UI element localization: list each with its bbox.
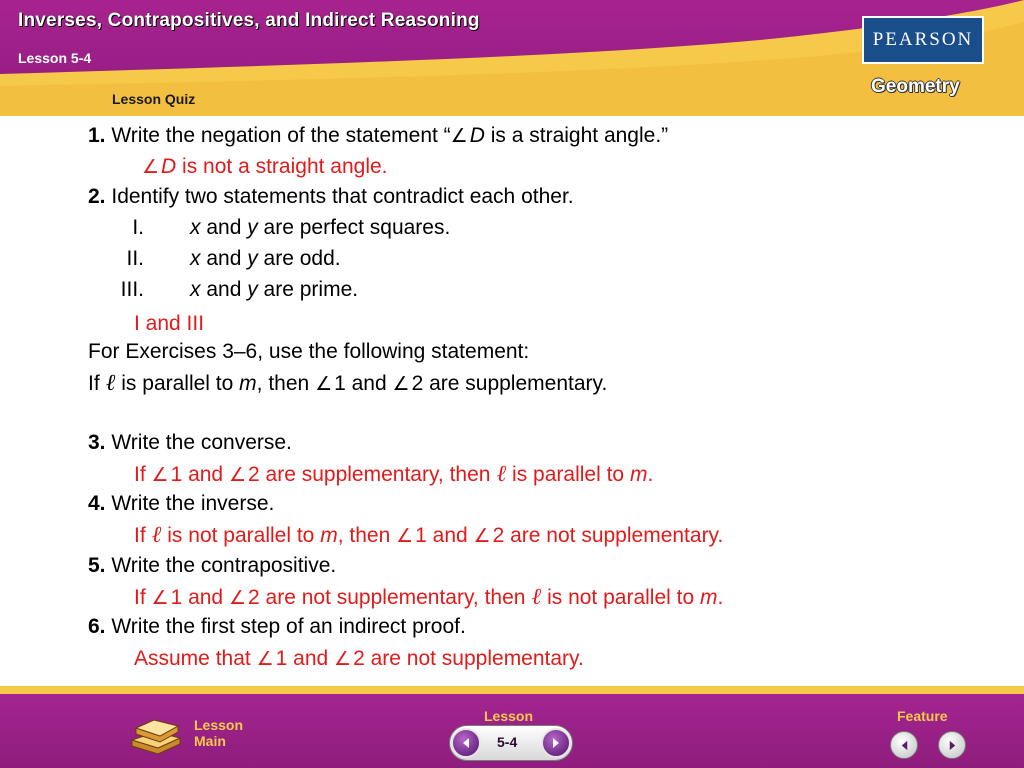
script-l-icon: ℓ <box>105 370 116 396</box>
question-number: 6. <box>88 615 106 638</box>
script-l-icon: ℓ <box>496 461 507 487</box>
quiz-content <box>0 116 1024 686</box>
text: If <box>88 372 100 395</box>
angle-icon: ∠ <box>315 373 333 395</box>
text: 1 and <box>415 524 468 547</box>
angle-icon: ∠ <box>151 464 169 486</box>
left-arrow-icon <box>460 737 472 749</box>
text: 2 are supplementary, then <box>248 463 491 486</box>
angle-variable: D <box>161 155 177 178</box>
lesson-next-button[interactable] <box>541 728 571 758</box>
question-2 <box>88 184 574 210</box>
question-6 <box>88 614 466 640</box>
text: 1 and <box>334 372 387 395</box>
left-arrow-icon <box>899 740 910 751</box>
answer-3 <box>134 461 653 488</box>
question-text: is a straight angle.” <box>484 124 669 147</box>
text: 2 are not supplementary, then <box>248 586 526 609</box>
feature-prev-button[interactable] <box>890 731 918 759</box>
script-l-icon: ℓ <box>531 584 542 610</box>
question-3 <box>88 430 292 456</box>
lesson-main-label-line2: Main <box>194 733 226 749</box>
roman-numeral: I. <box>132 216 144 239</box>
question-number: 2. <box>88 185 106 208</box>
text: . <box>717 586 724 609</box>
lesson-quiz-label: Lesson Quiz <box>112 91 196 107</box>
text: 1 and <box>275 647 329 670</box>
text: 1 and <box>170 586 224 609</box>
right-arrow-icon <box>550 737 562 749</box>
question-5 <box>88 553 336 579</box>
angle-icon: ∠ <box>228 464 247 486</box>
pearson-logo: PEARSON <box>862 16 984 64</box>
question-number: 1. <box>88 124 106 147</box>
question-text: Identify two statements that contradict each other. <box>111 185 574 208</box>
exercise-intro: For Exercises 3–6, use the following statement: <box>88 340 530 363</box>
text: If <box>134 524 146 547</box>
angle-variable: D <box>469 124 485 147</box>
text: is not parallel to <box>547 586 695 609</box>
variable: x <box>190 247 201 270</box>
text: is parallel to <box>121 372 234 395</box>
text: 1 and <box>170 463 224 486</box>
header-bar <box>0 0 1024 116</box>
angle-icon: ∠ <box>396 525 414 547</box>
angle-icon: ∠ <box>450 125 468 147</box>
answer-6 <box>134 646 584 672</box>
angle-icon: ∠ <box>228 587 247 609</box>
lesson-number: Lesson 5-4 <box>18 50 92 66</box>
book-stack-icon[interactable] <box>128 714 184 754</box>
variable: y <box>247 216 258 239</box>
feature-next-button[interactable] <box>938 731 966 759</box>
angle-icon: ∠ <box>334 648 352 670</box>
text: , then <box>256 372 310 395</box>
angle-icon: ∠ <box>392 373 410 395</box>
question-text: Write the contrapositive. <box>111 554 337 577</box>
variable: m <box>700 586 718 609</box>
question-number: 3. <box>88 431 106 454</box>
text: are perfect squares. <box>257 216 451 239</box>
angle-icon: ∠ <box>151 587 169 609</box>
question-text: Write the first step of an indirect proof. <box>111 615 466 638</box>
variable: x <box>190 278 201 301</box>
answer-4 <box>134 522 723 549</box>
lesson-code: 5-4 <box>497 734 518 750</box>
text: , then <box>337 524 391 547</box>
right-arrow-icon <box>947 740 958 751</box>
variable: m <box>629 463 648 486</box>
geometry-subject-label: Geometry <box>871 76 960 97</box>
text: Assume that <box>134 647 251 670</box>
text: are odd. <box>257 247 341 270</box>
lesson-main-link[interactable] <box>194 717 243 749</box>
lesson-nav-label: Lesson <box>484 708 534 724</box>
variable: y <box>247 278 258 301</box>
answer-2: I and III <box>134 312 205 335</box>
variable: x <box>190 216 201 239</box>
text: If <box>134 463 146 486</box>
question-text: Write the converse. <box>111 431 292 454</box>
text: 2 are not supplementary. <box>492 524 724 547</box>
script-l-icon: ℓ <box>151 522 162 548</box>
text: and <box>200 216 248 239</box>
question-1 <box>88 123 668 149</box>
lesson-main-label-line1: Lesson <box>194 717 244 733</box>
lesson-prev-button[interactable] <box>451 728 481 758</box>
roman-numeral: II. <box>126 247 144 270</box>
question-number: 5. <box>88 554 106 577</box>
roman-numeral: III. <box>120 278 144 301</box>
feature-nav-label: Feature <box>897 708 948 724</box>
text: . <box>647 463 654 486</box>
text: 2 are supplementary. <box>411 372 608 395</box>
text: and <box>200 247 248 270</box>
variable: y <box>247 247 258 270</box>
text: are prime. <box>257 278 359 301</box>
question-text: Write the negation of the statement “ <box>111 124 451 147</box>
question-number: 4. <box>88 492 106 515</box>
text: If <box>134 586 146 609</box>
footer-accent-strip <box>0 686 1024 694</box>
angle-icon: ∠ <box>473 525 491 547</box>
angle-icon: ∠ <box>142 156 160 178</box>
exercise-statement <box>88 370 607 397</box>
angle-icon: ∠ <box>256 648 274 670</box>
question-text: Write the inverse. <box>111 492 275 515</box>
slide-title: Inverses, Contrapositives, and Indirect Reasoning <box>18 10 480 31</box>
answer-text: is not a straight angle. <box>176 155 388 178</box>
text: is parallel to <box>512 463 625 486</box>
text: is not parallel to <box>167 524 315 547</box>
answer-5 <box>134 584 723 611</box>
answer-1 <box>142 154 388 180</box>
question-4 <box>88 491 274 517</box>
text: and <box>200 278 248 301</box>
variable: m <box>320 524 338 547</box>
variable: m <box>239 372 257 395</box>
text: 2 are not supplementary. <box>353 647 584 670</box>
